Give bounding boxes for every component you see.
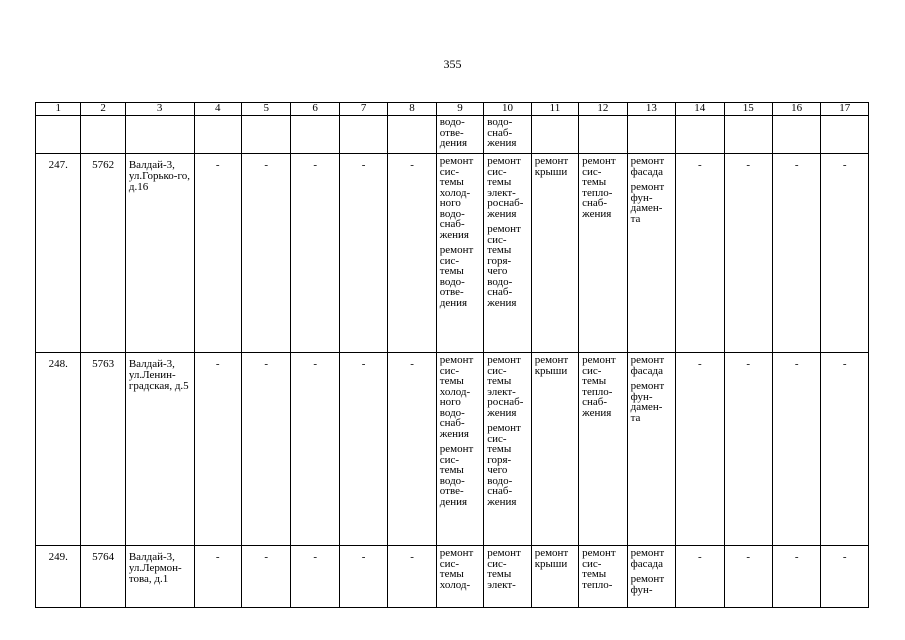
work-item: ремонт фасада — [630, 354, 665, 377]
column-header: 9 — [436, 103, 483, 116]
page-number: 355 — [443, 57, 462, 71]
dash-cell: - — [676, 353, 724, 546]
work-item: ремонт сис- темы элект- — [487, 547, 521, 591]
work-type-cell — [531, 154, 578, 353]
column-header: 14 — [676, 103, 724, 116]
work-type-cell — [579, 546, 627, 608]
empty-cell — [579, 116, 627, 154]
building-address: Валдай-3, ул.Горько-го, д.16 — [125, 154, 194, 353]
column-header: 12 — [579, 103, 627, 116]
empty-cell — [339, 116, 387, 154]
column-header: 3 — [125, 103, 194, 116]
work-item: ремонт фасада — [630, 547, 665, 570]
work-type-cell — [484, 154, 531, 353]
column-header: 5 — [241, 103, 290, 116]
work-item: ремонт сис- темы водо- отве- дения — [439, 244, 474, 309]
work-item: ремонт сис- темы горя- чего водо- снаб- жения — [487, 422, 521, 508]
dash-cell: - — [724, 154, 772, 353]
building-code: 5764 — [81, 546, 125, 608]
dash-cell: - — [821, 154, 869, 353]
work-item: ремонт сис- темы горя- чего водо- снаб- жения — [487, 223, 521, 309]
column-header: 11 — [531, 103, 578, 116]
work-item: ремонт сис- темы холод- ного водо- снаб- жения — [439, 354, 474, 440]
dash-cell: - — [194, 154, 241, 353]
work-type-cell — [436, 116, 483, 154]
repair-table — [35, 102, 869, 608]
dash-cell: - — [676, 546, 724, 608]
empty-cell — [291, 116, 339, 154]
empty-cell — [36, 116, 81, 154]
work-type-cell — [531, 353, 578, 546]
dash-cell: - — [291, 154, 339, 353]
column-header: 10 — [484, 103, 531, 116]
work-item: ремонт сис- темы холод- — [439, 547, 474, 591]
work-item: ремонт фасада — [630, 155, 665, 178]
work-type-cell — [484, 353, 531, 546]
work-item: ремонт сис- темы элект- роснаб- жения — [487, 354, 524, 419]
dash-cell: - — [241, 353, 290, 546]
building-code: 5762 — [81, 154, 125, 353]
empty-cell — [531, 116, 578, 154]
column-header: 6 — [291, 103, 339, 116]
header-row — [36, 103, 869, 116]
work-item: ремонт сис- темы холод- ного водо- снаб- жения — [439, 155, 474, 241]
work-type-cell — [531, 546, 578, 608]
dash-cell: - — [194, 353, 241, 546]
dash-cell: - — [772, 154, 820, 353]
empty-cell — [194, 116, 241, 154]
table-row — [36, 353, 869, 546]
column-header: 16 — [772, 103, 820, 116]
work-type-cell — [579, 154, 627, 353]
empty-cell — [81, 116, 125, 154]
table-row — [36, 154, 869, 353]
empty-cell — [772, 116, 820, 154]
work-item: ремонт сис- темы тепло- снаб- жения — [582, 155, 616, 220]
dash-cell: - — [339, 154, 387, 353]
column-header: 15 — [724, 103, 772, 116]
work-type-cell — [627, 154, 675, 353]
work-type-cell — [436, 154, 483, 353]
work-item: ремонт сис- темы водо- отве- дения — [439, 443, 474, 508]
building-code: 5763 — [81, 353, 125, 546]
work-type-cell — [436, 546, 483, 608]
dash-cell: - — [388, 546, 436, 608]
work-item: ремонт крыши — [534, 155, 569, 178]
dash-cell: - — [339, 546, 387, 608]
column-header: 8 — [388, 103, 436, 116]
column-header: 13 — [627, 103, 675, 116]
work-item: ремонт сис- темы тепло- снаб- жения — [582, 354, 616, 419]
empty-cell — [388, 116, 436, 154]
dash-cell: - — [772, 353, 820, 546]
dash-cell: - — [724, 546, 772, 608]
dash-cell: - — [821, 546, 869, 608]
work-item: ремонт фун- дамен- та — [630, 181, 665, 225]
work-type-cell — [579, 353, 627, 546]
empty-cell — [821, 116, 869, 154]
work-type-cell — [484, 116, 531, 154]
empty-cell — [241, 116, 290, 154]
work-type-cell — [627, 546, 675, 608]
column-header: 17 — [821, 103, 869, 116]
empty-cell — [627, 116, 675, 154]
work-item: ремонт фун- дамен- та — [630, 380, 665, 424]
continuation-row — [36, 116, 869, 154]
row-number: 248. — [36, 353, 81, 546]
column-header: 2 — [81, 103, 125, 116]
row-number: 247. — [36, 154, 81, 353]
work-item: ремонт фун- — [630, 573, 665, 596]
column-header: 1 — [36, 103, 81, 116]
dash-cell: - — [388, 353, 436, 546]
work-item: ремонт крыши — [534, 547, 569, 570]
column-header: 4 — [194, 103, 241, 116]
work-item: водо- отве- дения — [439, 116, 468, 149]
work-type-cell — [627, 353, 675, 546]
work-item: ремонт крыши — [534, 354, 569, 377]
dash-cell: - — [291, 546, 339, 608]
row-number: 249. — [36, 546, 81, 608]
empty-cell — [724, 116, 772, 154]
dash-cell: - — [772, 546, 820, 608]
dash-cell: - — [241, 154, 290, 353]
dash-cell: - — [724, 353, 772, 546]
dash-cell: - — [194, 546, 241, 608]
dash-cell: - — [241, 546, 290, 608]
work-item: ремонт сис- темы элект- роснаб- жения — [487, 155, 524, 220]
building-address: Валдай-3, ул.Ленин-градская, д.5 — [125, 353, 194, 546]
work-type-cell — [436, 353, 483, 546]
building-address: Валдай-3, ул.Лермон-това, д.1 — [125, 546, 194, 608]
work-item: водо- снаб- жения — [487, 116, 517, 149]
dash-cell: - — [821, 353, 869, 546]
table-row — [36, 546, 869, 608]
column-header: 7 — [339, 103, 387, 116]
dash-cell: - — [388, 154, 436, 353]
dash-cell: - — [291, 353, 339, 546]
empty-cell — [676, 116, 724, 154]
dash-cell: - — [676, 154, 724, 353]
work-item: ремонт сис- темы тепло- — [582, 547, 616, 591]
dash-cell: - — [339, 353, 387, 546]
work-type-cell — [484, 546, 531, 608]
empty-cell — [125, 116, 194, 154]
